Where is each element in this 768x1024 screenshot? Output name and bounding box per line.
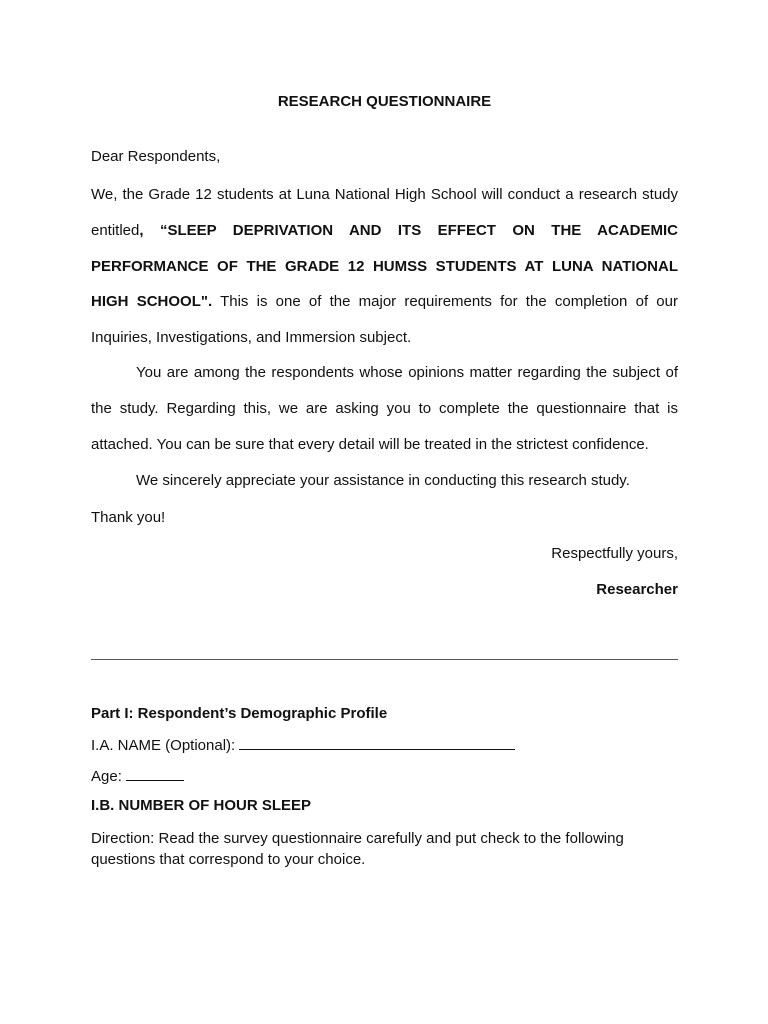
age-label: Age: <box>91 768 127 785</box>
signer-name: Researcher <box>596 581 678 598</box>
name-field <box>91 735 515 754</box>
intro-rest: This is one of the major requirements for the completion of our Inquiries, Investigations, and Immersion subject. <box>91 293 678 347</box>
appreciation-paragraph: We sincerely appreciate your assistance in conducting this research study. <box>136 472 630 489</box>
intro-comma: , <box>139 221 144 239</box>
direction-text: Direction: Read the survey questionnaire carefully and put check to the following questions that correspond to your choice. <box>91 830 624 868</box>
salutation: Dear Respondents, <box>91 148 221 165</box>
part-one-heading: Part I: Respondent’s Demographic Profile <box>91 705 388 722</box>
closing-line: Respectfully yours, <box>551 545 678 562</box>
section-divider <box>91 659 678 660</box>
document-title: RESEARCH QUESTIONNAIRE <box>277 93 492 110</box>
name-label: I.A. NAME (Optional): <box>91 737 240 754</box>
age-field <box>91 766 184 785</box>
respondents-paragraph: You are among the respondents whose opinions matter regarding the subject of the study. Regarding this, we are asking you to complete the questionnaire that is attached. You can be sure that every detail will be treated in the strictest confidence. <box>91 364 678 453</box>
thanks-line: Thank you! <box>91 509 166 526</box>
age-blank[interactable] <box>126 766 184 781</box>
name-blank[interactable] <box>239 735 515 750</box>
intro-paragraph <box>91 177 678 356</box>
intro-text: We, the Grade 12 students at Luna National High School will conduct a research study entitled <box>91 186 678 239</box>
study-title: “SLEEP DEPRIVATION AND ITS EFFECT ON THE ACADEMIC PERFORMANCE OF THE GRADE 12 HUMSS STUDENTS AT LUNA NATIONAL HIGH SCHOOL". <box>91 221 678 311</box>
section-ib-heading: I.B. NUMBER OF HOUR SLEEP <box>91 797 312 814</box>
